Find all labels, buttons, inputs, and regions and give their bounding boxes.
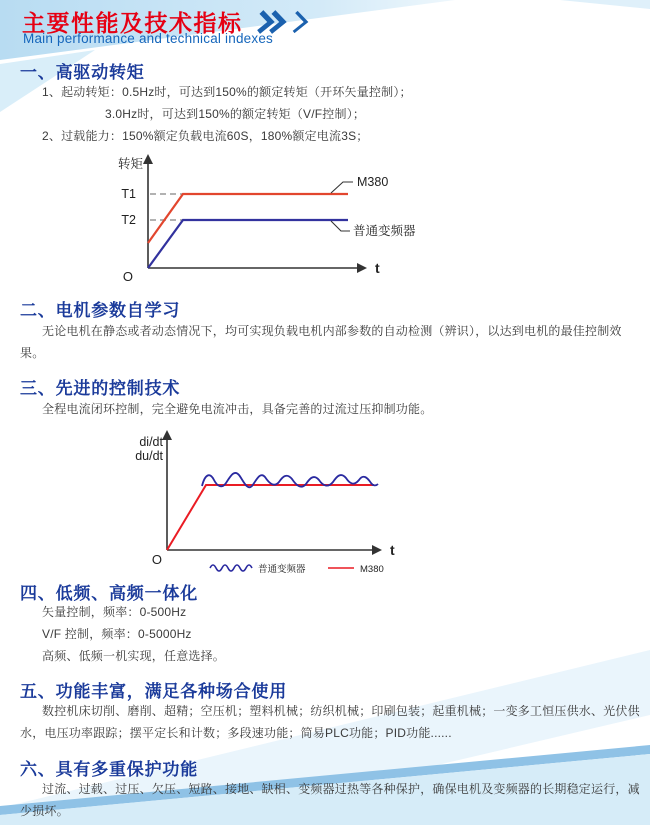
section-4-title: 四、低频、高频一体化 — [20, 584, 198, 603]
section-4-line-3: 高频、低频一机实现，任意选择。 — [42, 649, 226, 663]
ytick-T2: T2 — [121, 213, 136, 227]
origin-label: O — [122, 269, 133, 284]
chevrons-icon — [255, 10, 316, 34]
torque-chart — [103, 150, 438, 290]
section-5-title: 五、功能丰富，满足各种场合使用 — [20, 682, 287, 701]
section-2-title: 二、电机参数自学习 — [20, 301, 181, 320]
m380-series-line — [148, 194, 348, 243]
x-axis-label: t — [390, 542, 395, 558]
page-subtitle: Main performance and technical indexes — [23, 31, 273, 46]
m380-label: M380 — [357, 175, 389, 189]
section-6-body: 过流、过载、过压、欠压、短路、接地、缺相、变频器过热等各种保护，确保电机及变频器的长期稳定运行，减少损坏。 — [20, 782, 640, 818]
m380-series-line — [167, 485, 374, 550]
section-1-line-2: 3.0Hz时，可达到150%的额定转矩（V/F控制）； — [105, 107, 366, 121]
generic-inverter-leader-line — [331, 221, 350, 231]
legend-m380-label: M380 — [360, 564, 384, 575]
section-1-line-3: 2、过载能力：150%额定负载电流60S，180%额定电流3S； — [42, 129, 369, 143]
y-axis-label-1: di/dt — [139, 435, 163, 449]
legend-generic-inverter-label: 普通变频器 — [258, 564, 306, 575]
y-axis-label-2: du/dt — [135, 449, 163, 463]
didt-chart — [106, 422, 436, 582]
section-1-title: 一、高驱动转矩 — [20, 63, 145, 82]
section-6-title: 六、具有多重保护功能 — [20, 760, 198, 779]
page-title: 主要性能及技术指标 — [22, 10, 243, 36]
section-1-line-1: 1、起动转矩：0.5Hz时，可达到150%的额定转矩（开环矢量控制）； — [42, 85, 412, 99]
x-axis-label: t — [375, 260, 380, 276]
x-axis-arrow — [357, 263, 367, 273]
origin-label: O — [151, 552, 162, 567]
m380-leader-line — [331, 182, 353, 193]
generic-inverter-label: 普通变频器 — [353, 224, 416, 238]
section-4-line-1: 矢量控制，频率：0-500Hz — [42, 605, 187, 619]
section-3-title: 三、先进的控制技术 — [20, 379, 181, 398]
y-axis-label: 转矩 — [117, 157, 143, 171]
section-4-line-2: V/F 控制，频率：0-5000Hz — [42, 627, 192, 641]
section-5-body: 数控机床切削、磨削、超精；空压机；塑料机械；纺织机械；印刷包装；起重机械；一变多工恒压供水、光伏供水，电压功率跟踪；摆平定长和计数；多段速功能；简易PLC功能；PID功能...... — [20, 704, 640, 740]
x-axis-arrow — [372, 545, 382, 555]
section-2-body: 无论电机在静态或者动态情况下，均可实现负载电机内部参数的自动检测（辨识），以达到电机的最佳控制效果。 — [20, 324, 622, 360]
y-axis-arrow — [143, 154, 153, 164]
ytick-T1: T1 — [121, 187, 136, 201]
legend-generic-inverter-swatch — [210, 565, 252, 571]
y-axis-arrow — [162, 430, 172, 440]
section-3-body: 全程电流闭环控制，完全避免电流冲击，具备完善的过流过压抑制功能。 — [42, 402, 433, 416]
generic-inverter-series-line — [148, 220, 348, 268]
